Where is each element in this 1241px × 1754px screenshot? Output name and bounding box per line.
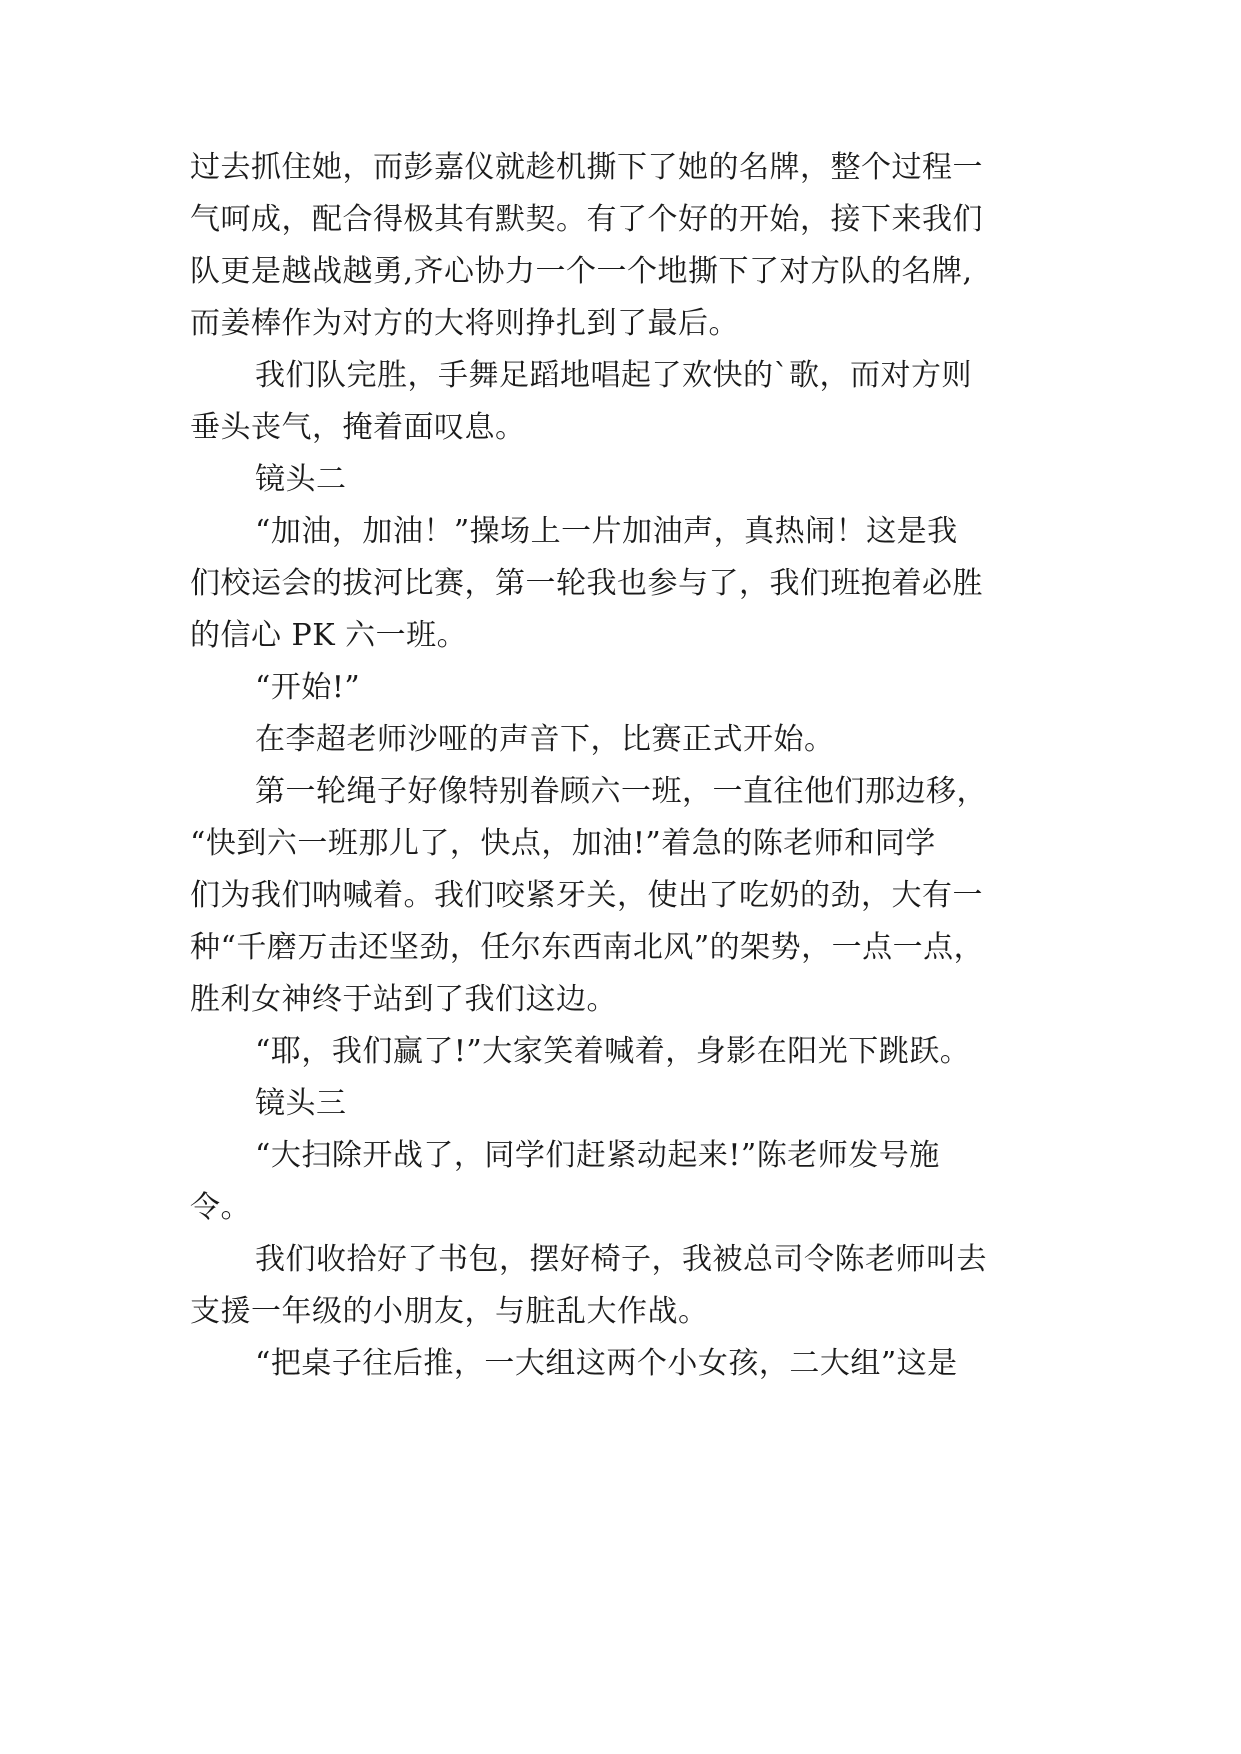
text-line: 们校运会的拔河比赛，第一轮我也参与了，我们班抱着必胜 [190, 566, 983, 601]
text-line: “耶，我们赢了!”大家笑着喊着，身影在阳光下跳跃。 [255, 1034, 971, 1069]
text-line: 而姜棒作为对方的大将则挣扎到了最后。 [190, 306, 739, 341]
text-line: 们为我们呐喊着。我们咬紧牙关，使出了吃奶的劲，大有一 [190, 878, 983, 913]
text-line: 第一轮绳子好像特别眷顾六一班，一直往他们那边移， [255, 774, 987, 809]
text-line: 我们收拾好了书包，摆好椅子，我被总司令陈老师叫去 [255, 1242, 987, 1277]
text-line: 令。 [190, 1190, 251, 1225]
text-line: “大扫除开战了，同学们赶紧动起来!”陈老师发号施 [255, 1138, 940, 1173]
text-line: “快到六一班那儿了，快点，加油!”着急的陈老师和同学 [190, 826, 936, 861]
text-line: 胜利女神终于站到了我们这边。 [190, 982, 617, 1017]
text-line: “加油，加油！”操场上一片加油声，真热闹！这是我 [255, 514, 958, 549]
text-line: 气呵成，配合得极其有默契。有了个好的开始，接下来我们 [190, 202, 983, 237]
section-heading: 镜头二 [255, 462, 347, 497]
text-line: 垂头丧气，掩着面叹息。 [190, 410, 526, 445]
text-line: 支援一年级的小朋友，与脏乱大作战。 [190, 1294, 709, 1329]
text-line: 种“千磨万击还坚劲，任尔东西南北风”的架势，一点一点， [190, 930, 985, 965]
text-line: 的信心 PK 六一班。 [190, 618, 468, 653]
section-heading: 镜头三 [255, 1086, 347, 1121]
text-line: “开始!” [255, 670, 361, 705]
text-line: “把桌子往后推，一大组这两个小女孩，二大组”这是 [255, 1346, 958, 1381]
text-line: 队更是越战越勇,齐心协力一个一个地撕下了对方队的名牌, [190, 254, 973, 289]
text-line: 我们队完胜，手舞足蹈地唱起了欢快的`歌，而对方则 [255, 358, 972, 393]
text-line: 在李超老师沙哑的声音下，比赛正式开始。 [255, 722, 835, 757]
text-line: 过去抓住她，而彭嘉仪就趁机撕下了她的名牌，整个过程一 [190, 150, 983, 185]
